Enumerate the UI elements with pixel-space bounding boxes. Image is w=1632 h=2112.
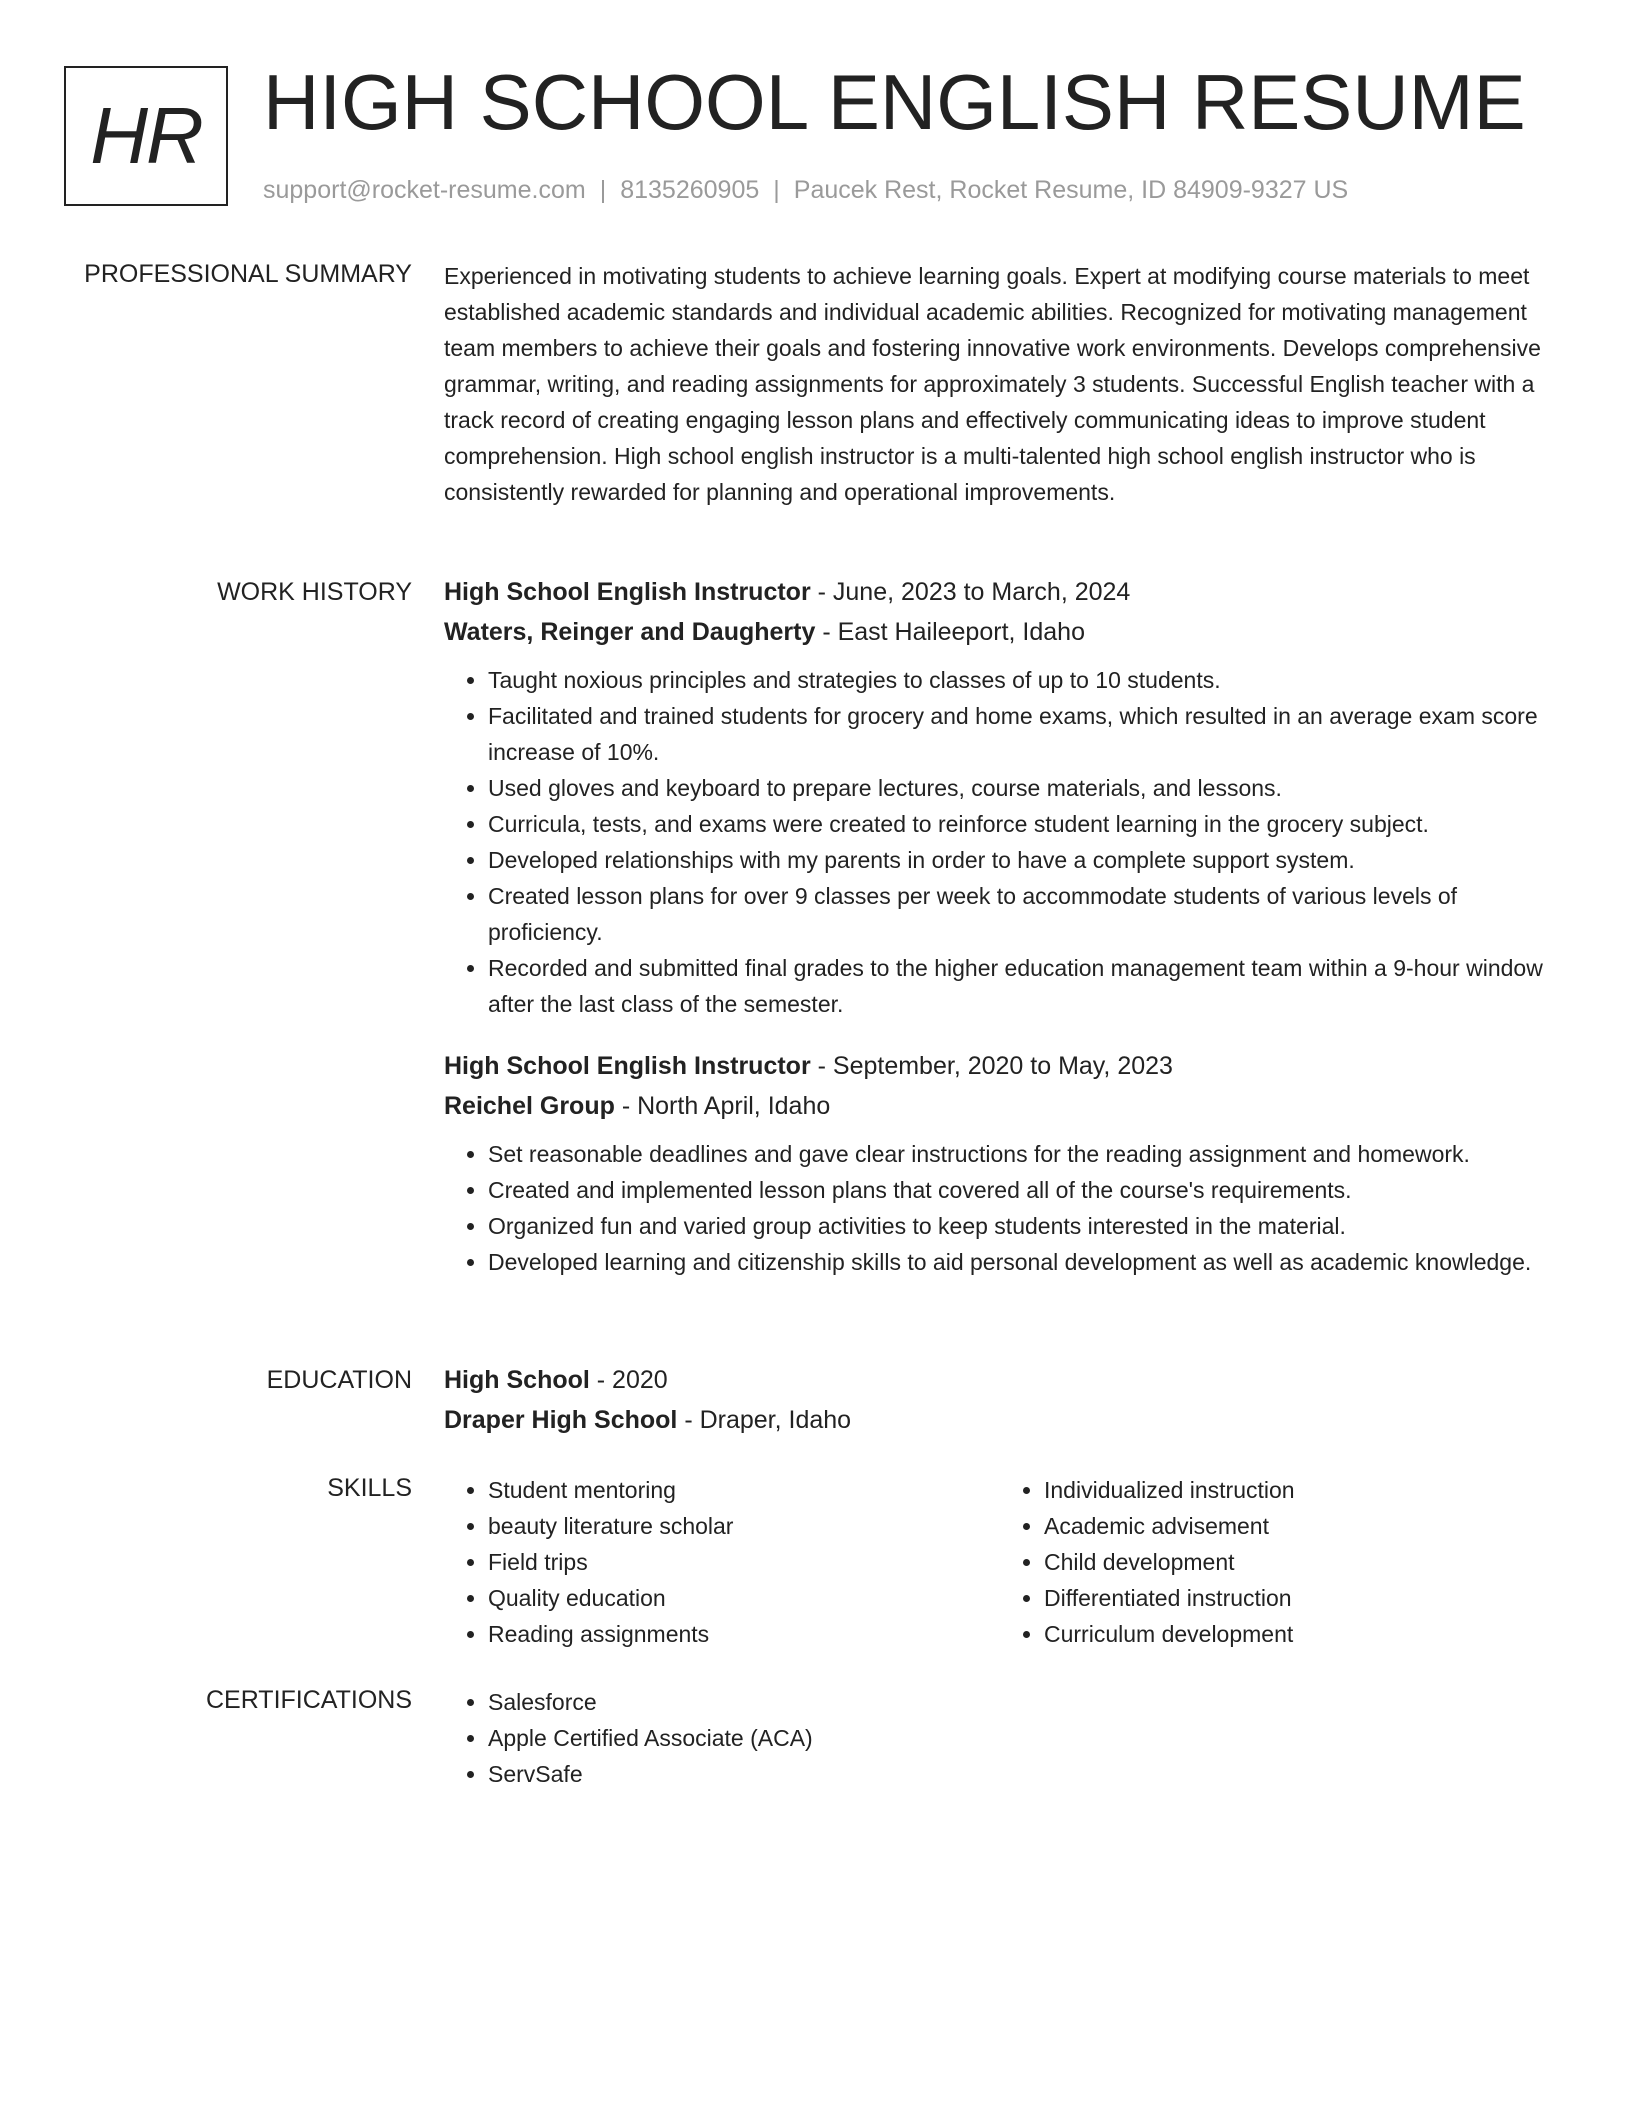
- summary-text: Experienced in motivating students to achieve learning goals. Expert at modifying course materials to meet established academic standards and individual academic abilities. Recognized for motivating management team members to achieve their goals and fostering innovative work environments. Develops comprehensive grammar, writing, and reading assignments for approximately 3 students. Successful English teacher with a track record of creating engaging lesson plans and effectively communicating ideas to improve student comprehension. High school english instructor is a multi-talented high school english instructor who is consistently rewarded for planning and operational improvements.: [444, 263, 1541, 505]
- job-company-line: [444, 1086, 1556, 1126]
- job-company: Waters, Reinger and Daugherty: [444, 618, 816, 646]
- resume-title: HIGH SCHOOL ENGLISH RESUME: [263, 58, 1526, 146]
- job-title-line: [444, 572, 1556, 612]
- job-bullet: • Developed learning and citizenship skills to aid personal development as well as academic knowledge.: [488, 1244, 1556, 1280]
- education-body: [444, 1360, 1556, 1440]
- job-company-line: [444, 612, 1556, 652]
- job-entry: [444, 572, 1556, 1022]
- job-dates: - June, 2023 to March, 2024: [810, 578, 1131, 606]
- job-bullets: [444, 1136, 1556, 1280]
- job-bullet: • Facilitated and trained students for grocery and home exams, which resulted in an average exam score increase of 10%.: [488, 698, 1556, 770]
- job-bullet: • Organized fun and varied group activities to keep students interested in the material.: [488, 1208, 1556, 1244]
- skill-item: • Differentiated instruction: [1044, 1580, 1556, 1616]
- certification-item: • Salesforce: [488, 1684, 1556, 1720]
- education-year: - 2020: [589, 1366, 668, 1394]
- certifications-body: [444, 1684, 1556, 1792]
- skill-item: • Student mentoring: [488, 1472, 1000, 1508]
- summary-body: [444, 258, 1556, 510]
- job-title-line: [444, 1046, 1556, 1086]
- job-location: - East Haileeport, Idaho: [815, 618, 1085, 646]
- skill-item: • Field trips: [488, 1544, 1000, 1580]
- job-entry: [444, 1046, 1556, 1280]
- certification-item: • ServSafe: [488, 1756, 1556, 1792]
- job-bullet: • Curricula, tests, and exams were created to reinforce student learning in the grocery subject.: [488, 806, 1556, 842]
- job-bullet: • Taught noxious principles and strategies to classes of up to 10 students.: [488, 662, 1556, 698]
- education-degree-line: [444, 1360, 1556, 1400]
- skill-item: • Child development: [1044, 1544, 1556, 1580]
- job-bullets: [444, 662, 1556, 1022]
- job-bullet: • Recorded and submitted final grades to the higher education management team within a 9-hour window after the last class of the semester.: [488, 950, 1556, 1022]
- section-label-certifications: CERTIFICATIONS: [205, 1686, 412, 1714]
- section-label-work: WORK HISTORY: [217, 578, 412, 606]
- job-bullet: • Created and implemented lesson plans that covered all of the course's requirements.: [488, 1172, 1556, 1208]
- job-location: - North April, Idaho: [614, 1092, 831, 1120]
- skills-column-right: [1000, 1472, 1556, 1652]
- skills-body: [444, 1472, 1556, 1652]
- education-school: Draper High School: [444, 1406, 678, 1434]
- education-school-line: [444, 1400, 1556, 1440]
- job-bullet: • Set reasonable deadlines and gave clear instructions for the reading assignment and homework.: [488, 1136, 1556, 1172]
- skill-item: • Academic advisement: [1044, 1508, 1556, 1544]
- skill-item: • Reading assignments: [488, 1616, 1000, 1652]
- contact-email[interactable]: support@rocket-resume.com: [263, 176, 586, 204]
- contact-phone[interactable]: 8135260905: [620, 176, 760, 204]
- certifications-list: [444, 1684, 1556, 1792]
- job-title: High School English Instructor: [444, 578, 811, 606]
- section-label-summary: PROFESSIONAL SUMMARY: [84, 260, 412, 288]
- job-bullet: • Used gloves and keyboard to prepare lectures, course materials, and lessons.: [488, 770, 1556, 806]
- section-label-education: EDUCATION: [266, 1366, 412, 1394]
- job-bullet: • Created lesson plans for over 9 classes per week to accommodate students of various levels of proficiency.: [488, 878, 1556, 950]
- section-label-skills: SKILLS: [327, 1474, 412, 1502]
- education-location: - Draper, Idaho: [677, 1406, 852, 1434]
- contact-separator: |: [599, 176, 607, 204]
- contact-address: Paucek Rest, Rocket Resume, ID 84909-9327 US: [793, 176, 1349, 204]
- certification-item: • Apple Certified Associate (ACA): [488, 1720, 1556, 1756]
- skill-item: • Individualized instruction: [1044, 1472, 1556, 1508]
- skill-item: • Curriculum development: [1044, 1616, 1556, 1652]
- skill-item: • beauty literature scholar: [488, 1508, 1000, 1544]
- job-title: High School English Instructor: [444, 1052, 811, 1080]
- education-degree: High School: [444, 1366, 590, 1394]
- skill-item: • Quality education: [488, 1580, 1000, 1616]
- job-dates: - September, 2020 to May, 2023: [810, 1052, 1173, 1080]
- skills-columns: [444, 1472, 1556, 1652]
- job-company: Reichel Group: [444, 1092, 615, 1120]
- work-body: [444, 572, 1556, 1304]
- monogram-logo: HR: [64, 66, 228, 206]
- skills-column-left: [444, 1472, 1000, 1652]
- job-bullet: • Developed relationships with my parents in order to have a complete support system.: [488, 842, 1556, 878]
- contact-line: [263, 174, 1348, 206]
- contact-separator: |: [773, 176, 780, 204]
